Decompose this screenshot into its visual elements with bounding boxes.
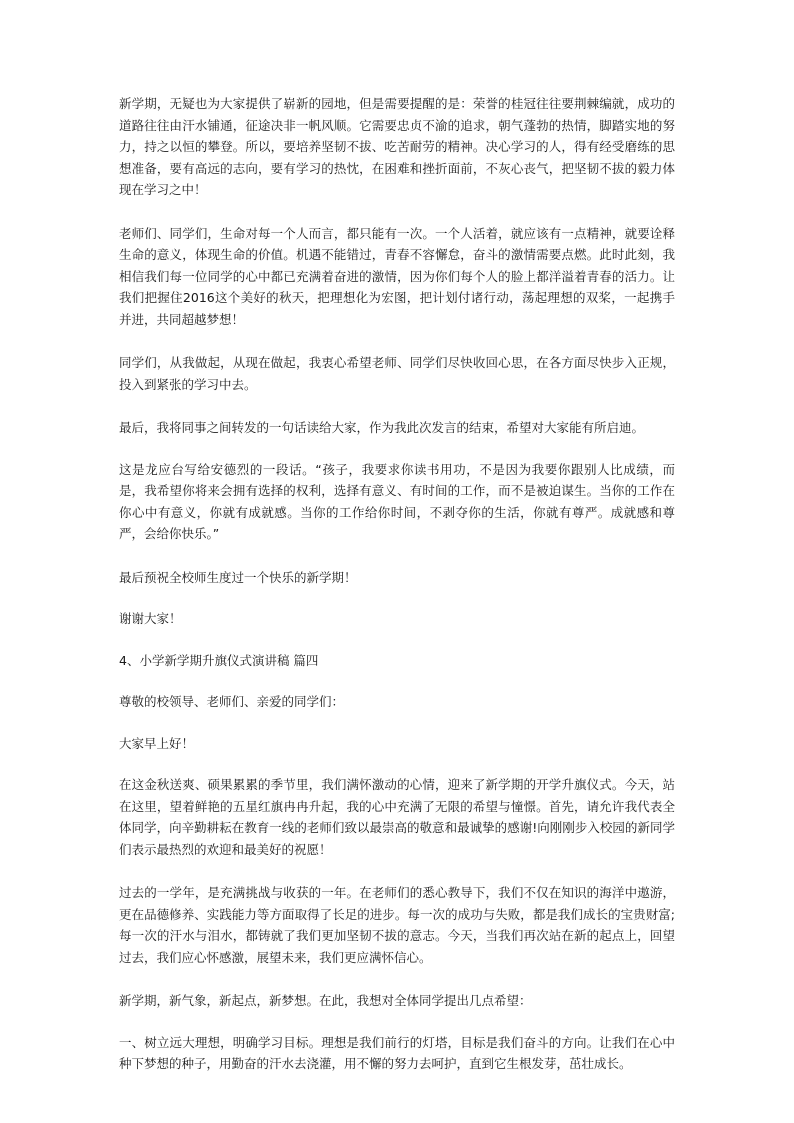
salutation: 尊敬的校领导、老师们、亲爱的同学们： [119, 694, 345, 709]
paragraph: 最后预祝全校师生度过一个快乐的新学期！ [119, 569, 357, 585]
paragraph: 老师们、同学们，生命对每一个人而言，都只能有一次。一个人活着，就应该有一点精神，就要诠释生命的意义，体现生命的价值。机遇不能错过，青春不容懈怠，奋斗的激情需要点燃。此时此刻，我相信我们每一位同学的心中都已充满着奋进的激情，因为你们每个人的脸上都洋溢着青春的活力。让我们把握住2016这个美好的秋天，把理想化为宏图，把计划付诸行动，荡起理想的双桨，一起携手并进，共同超越梦想！ [119, 225, 675, 327]
section-heading: 4、小学新学期升旗仪式演讲稿 篇四 [119, 652, 319, 668]
paragraph: 新学期，新气象，新起点，新梦想。在此，我想对全体同学提出几点希望： [119, 993, 532, 1008]
paragraph: 同学们，从我做起，从现在做起，我衷心希望老师、同学们尽快收回心思，在各方面尽快步入正规，投入到紧张的学习中去。 [119, 355, 675, 392]
paragraph: 在这金秋送爽、硕果累累的季节里，我们满怀激动的心情，迎来了新学期的开学升旗仪式。今天，站在这里，望着鲜艳的五星红旗冉冉升起，我的心中充满了无限的希望与憧憬。首先，请允许我代表全体同学，向辛勤耕耘在教育一线的老师们致以最崇高的敬意和最诚挚的感谢!向刚刚步入校园的新同学们表示最热烈的欢迎和最美好的祝愿！ [119, 777, 675, 857]
paragraph: 最后，我将同事之间转发的一句话读给大家，作为我此次发言的结束，希望对大家能有所启迪。 [119, 420, 645, 435]
paragraph: 这是龙应台写给安德烈的一段话。“孩子，我要求你读书用功，不是因为我要你跟别人比成绩，而是，我希望你将来会拥有选择的权利，选择有意义、有时间的工作，而不是被迫谋生。当你的工作在你心中有意义，你就有成就感。当你的工作给你时间，不剥夺你的生活，你就有尊严。成就感和尊严，会给你快乐。” [119, 461, 675, 541]
document-page [119, 93, 675, 1097]
paragraph: 一、树立远大理想，明确学习目标。理想是我们前行的灯塔，目标是我们奋斗的方向。让我们在心中种下梦想的种子，用勤奋的汗水去浇灌，用不懈的努力去呵护，直到它生根发芽，茁壮成长。 [119, 1034, 675, 1071]
paragraph: 新学期，无疑也为大家提供了崭新的园地，但是需要提醒的是：荣誉的桂冠往往要荆棘编就，成功的道路往往由汗水铺通，征途决非一帆风顺。它需要忠贞不渝的追求，朝气蓬勃的热情，脚踏实地的努力，持之以恒的攀登。所以，要培养坚韧不拔、吃苦耐劳的精神。决心学习的人，得有经受磨练的思想准备，要有高远的志向，要有学习的热忱，在困难和挫折面前，不灰心丧气，把坚韧不拔的毅力体现在学习之中！ [119, 96, 675, 197]
greeting: 大家早上好！ [119, 735, 195, 751]
paragraph: 谢谢大家！ [119, 611, 182, 626]
paragraph: 过去的一学年，是充满挑战与收获的一年。在老师们的悉心教导下，我们不仅在知识的海洋中遨游，更在品德修养、实践能力等方面取得了长足的进步。每一次的成功与失败，都是我们成长的宝贵财富;每一次的汗水与泪水，都铸就了我们更加坚韧不拔的意志。今天，当我们再次站在新的起点上，回望过去，我们应心怀感激，展望未来，我们更应满怀信心。 [119, 885, 675, 965]
